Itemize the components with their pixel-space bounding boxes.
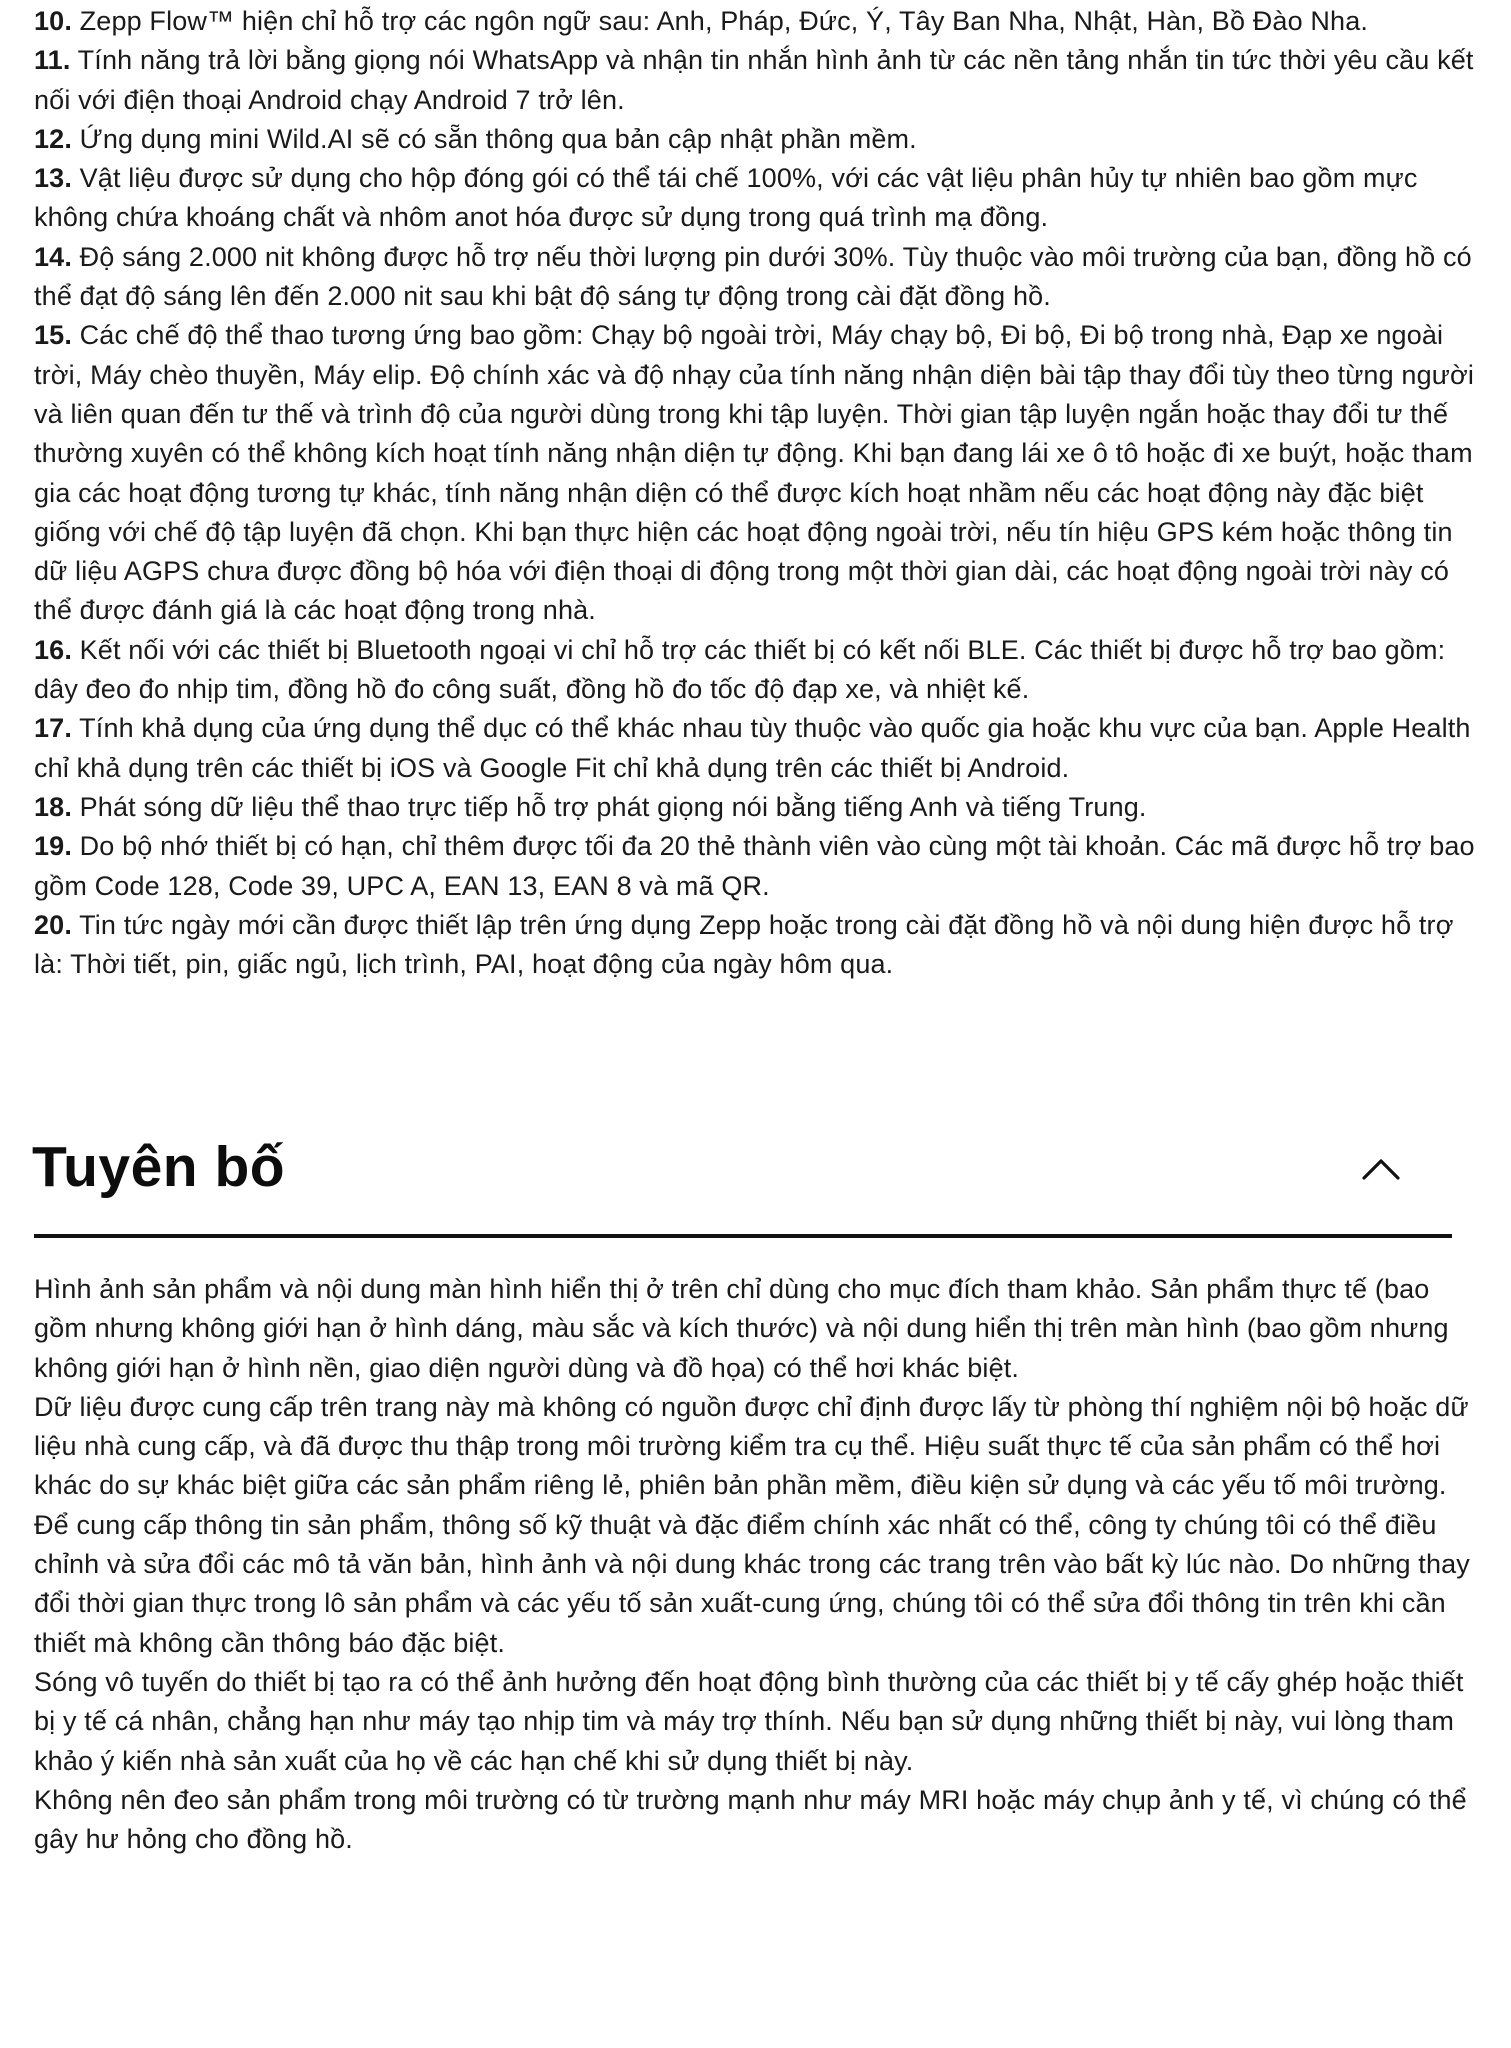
footnote-item [34,631,1484,710]
footnote-number: 15. [34,320,72,351]
footnote-text: Kết nối với các thiết bị Bluetooth ngoại vi chỉ hỗ trợ các thiết bị có kết nối BLE. Các thiết bị được hỗ trợ bao gồm: dây đeo đo nhịp tim, đồng hồ đo công suất, đồng hồ đo tốc độ đạp xe, và nhiệt kế. [34,634,1446,705]
footnote-number: 14. [34,241,72,272]
footnote-text: Các chế độ thể thao tương ứng bao gồm: Chạy bộ ngoài trời, Máy chạy bộ, Đi bộ, Đi bộ trong nhà, Đạp xe ngoài trời, Máy chèo thuyền, Máy elip. Độ chính xác và độ nhạy của tính năng nhận diện bài tập thay đổi tùy theo từng người và liên quan đến tư thế và trình độ của người dùng trong khi tập luyện. Thời gian tập luyện ngắn hoặc thay đổi tư thế thường xuyên có thể không kích hoạt tính năng nhận diện tự động. Khi bạn đang lái xe ô tô hoặc đi xe buýt, hoặc tham gia các hoạt động tương tự khác, tính năng nhận diện có thể được kích hoạt nhầm nếu các hoạt động này đặc biệt giống với chế độ tập luyện đã chọn. Khi bạn thực hiện các hoạt động ngoài trời, nếu tín hiệu GPS kém hoặc thông tin dữ liệu AGPS chưa được đồng bộ hóa với điện thoại di động trong một thời gian dài, các hoạt động ngoài trời này có thể được đánh giá là các hoạt động trong nhà. [34,320,1474,626]
footnote-item [34,316,1484,630]
footnote-item [34,41,1484,120]
disclaimer-paragraph: Dữ liệu được cung cấp trên trang này mà không có nguồn được chỉ định được lấy từ phòng thí nghiệm nội bộ hoặc dữ liệu nhà cung cấp, và đã được thu thập trong môi trường kiểm tra cụ thể. Hiệu suất thực tế của sản phẩm có thể hơi khác do sự khác biệt giữa các sản phẩm riêng lẻ, phiên bản phần mềm, điều kiện sử dụng và các yếu tố môi trường. [34,1391,1469,1501]
footnote-text: Tính năng trả lời bằng giọng nói WhatsApp và nhận tin nhắn hình ảnh từ các nền tảng nhắn tin tức thời yêu cầu kết nối với điện thoại Android chạy Android 7 trở lên. [34,45,1474,115]
footnote-text: Độ sáng 2.000 nit không được hỗ trợ nếu thời lượng pin dưới 30%. Tùy thuộc vào môi trường của bạn, đồng hồ có thể đạt độ sáng lên đến 2.000 nit sau khi bật độ sáng tự động trong cài đặt đồng hồ. [34,241,1472,312]
footnotes-list [34,2,1484,984]
footnote-item [34,120,1484,159]
disclaimer-section-header[interactable] [34,1126,1452,1238]
footnote-number: 17. [34,713,72,744]
footnote-text: Ứng dụng mini Wild.AI sẽ có sẵn thông qua bản cập nhật phần mềm. [71,123,917,154]
disclaimer-paragraph: Hình ảnh sản phẩm và nội dung màn hình hiển thị ở trên chỉ dùng cho mục đích tham khảo. Sản phẩm thực tế (bao gồm nhưng không giới hạn ở hình dáng, màu sắc và kích thước) và nội dung hiển thị trên màn hình (bao gồm nhưng không giới hạn ở hình nền, giao diện người dùng và đồ họa) có thể hơi khác biệt. [34,1274,1449,1383]
footnote-number: 18. [34,791,72,822]
disclaimer-body [34,1270,1484,1859]
footnote-item [34,906,1484,985]
footnote-item [34,238,1484,317]
footnote-number: 20. [34,909,72,940]
footnote-text: Phát sóng dữ liệu thể thao trực tiếp hỗ trợ phát giọng nói bằng tiếng Anh và tiếng Trung. [71,791,1147,822]
footnote-text: Vật liệu được sử dụng cho hộp đóng gói có thể tái chế 100%, với các vật liệu phân hủy tự nhiên bao gồm mực không chứa khoáng chất và nhôm anot hóa được sử dụng trong quá trình mạ đồng. [34,163,1418,233]
footnote-item [34,2,1484,41]
collapse-toggle-button[interactable] [1358,1149,1404,1189]
section-title: Tuyên bố [32,1135,286,1199]
footnote-item [34,788,1484,827]
footnote-text: Do bộ nhớ thiết bị có hạn, chỉ thêm được tối đa 20 thẻ thành viên vào cùng một tài khoản. Các mã được hỗ trợ bao gồm Code 128, Code 39, UPC A, EAN 13, EAN 8 và mã QR. [34,831,1475,901]
footnote-text: Tính khả dụng của ứng dụng thể dục có thể khác nhau tùy thuộc vào quốc gia hoặc khu vực của bạn. Apple Health chỉ khả dụng trên các thiết bị iOS và Google Fit chỉ khả dụng trên các thiết bị Android. [34,713,1471,783]
footnote-number: 10. [34,6,72,36]
footnote-item [34,159,1484,238]
footnote-text: Tin tức ngày mới cần được thiết lập trên ứng dụng Zepp hoặc trong cài đặt đồng hồ và nội dung hiện được hỗ trợ là: Thời tiết, pin, giấc ngủ, lịch trình, PAI, hoạt động của ngày hôm qua. [34,909,1454,980]
footnote-item [34,709,1484,788]
footnote-number: 16. [34,634,72,665]
footnote-item [34,827,1484,906]
footnote-number: 13. [34,163,72,194]
disclaimer-paragraph: Không nên đeo sản phẩm trong môi trường có từ trường mạnh như máy MRI hoặc máy chụp ảnh y tế, vì chúng có thể gây hư hỏng cho đồng hồ. [34,1784,1467,1855]
footnote-number: 12. [34,123,72,154]
footnote-text: Zepp Flow™ hiện chỉ hỗ trợ các ngôn ngữ sau: Anh, Pháp, Đức, Ý, Tây Ban Nha, Nhật, Hàn, Bồ Đào Nha. [71,6,1369,36]
footnote-number: 11. [34,45,71,76]
footnote-number: 19. [34,831,72,862]
chevron-up-icon [1362,1158,1400,1180]
disclaimer-paragraph: Để cung cấp thông tin sản phẩm, thông số kỹ thuật và đặc điểm chính xác nhất có thể, công ty chúng tôi có thể điều chỉnh và sửa đổi các mô tả văn bản, hình ảnh và nội dung khác trong các trang trên vào bất kỳ lúc nào. Do những thay đổi thời gian thực trong lô sản phẩm và các yếu tố sản xuất-cung ứng, chúng tôi có thể sửa đổi thông tin trên khi cần thiết mà không cần thông báo đặc biệt. [34,1509,1470,1658]
disclaimer-paragraph: Sóng vô tuyến do thiết bị tạo ra có thể ảnh hưởng đến hoạt động bình thường của các thiết bị y tế cấy ghép hoặc thiết bị y tế cá nhân, chẳng hạn như máy tạo nhịp tim và máy trợ thính. Nếu bạn sử dụng những thiết bị này, vui lòng tham khảo ý kiến nhà sản xuất của họ về các hạn chế khi sử dụng thiết bị này. [34,1666,1464,1776]
